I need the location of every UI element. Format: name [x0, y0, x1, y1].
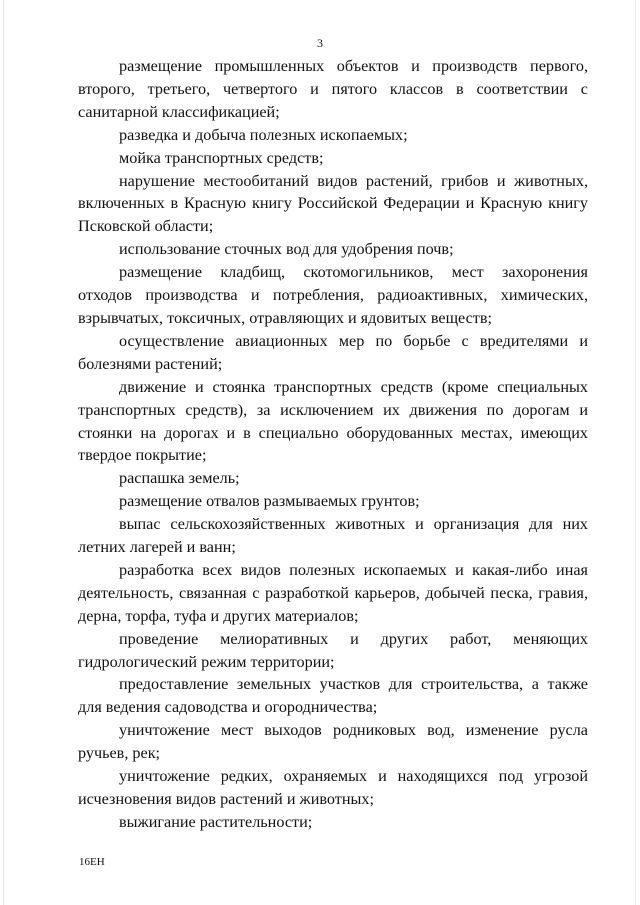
document-body: [78, 55, 588, 834]
paragraph: уничтожение редких, охраняемых и находящихся под угрозой исчезновения видов растений и животных;: [78, 767, 588, 808]
paragraph: предоставление земельных участков для строительства, а также для ведения садоводства и огородничества;: [78, 675, 588, 717]
paragraph: уничтожение мест выходов родниковых вод, изменение русла ручьев, рек;: [78, 721, 588, 763]
paragraph: нарушение местообитаний видов растений, грибов и животных, включенных в Красную книгу Российской Федерации и Красную книгу Псковской области;: [78, 171, 588, 236]
paragraph: использование сточных вод для удобрения почв;: [119, 240, 454, 259]
paragraph: осуществление авиационных мер по борьбе с вредителями и болезнями растений;: [78, 331, 588, 373]
page-number: 3: [317, 36, 323, 50]
paragraph: выпас сельскохозяйственных животных и организация для них летних лагерей и ванн;: [78, 515, 588, 557]
scan-edge-left: [3, 0, 4, 905]
paragraph: проведение мелиоративных и других работ, меняющих гидрологический режим территории;: [78, 629, 588, 671]
paragraph: размещение кладбищ, скотомогильников, мест захоронения отходов производства и потребления, радиоактивных, химических, взрывчатых, токсичных, отравляющих и ядовитых веществ;: [78, 263, 588, 327]
document-code: 16EH: [79, 856, 105, 868]
paragraph: размещение промышленных объектов и производств первого, второго, третьего, четвертого и пятого классов в соответствии с санитарной классификацией;: [78, 57, 588, 121]
scan-edge-right: [635, 0, 636, 905]
paragraph: размещение отвалов размываемых грунтов;: [119, 492, 420, 511]
paragraph: выжигание растительности;: [119, 812, 313, 831]
paragraph: распашка земель;: [119, 469, 240, 488]
paragraph: движение и стоянка транспортных средств (кроме специальных транспортных средств), за исключением их движения по дорогам и стоянки на дорогах и в специально оборудованных местах, имеющих твердое покрытие;: [78, 377, 588, 465]
paragraph: разведка и добыча полезных ископаемых;: [119, 125, 408, 144]
paragraph: мойка транспортных средств;: [119, 148, 324, 167]
paragraph: разработка всех видов полезных ископаемых и какая-либо иная деятельность, связанная с разработкой карьеров, добычей песка, гравия, дерна, торфа, туфа и других материалов;: [78, 560, 588, 625]
